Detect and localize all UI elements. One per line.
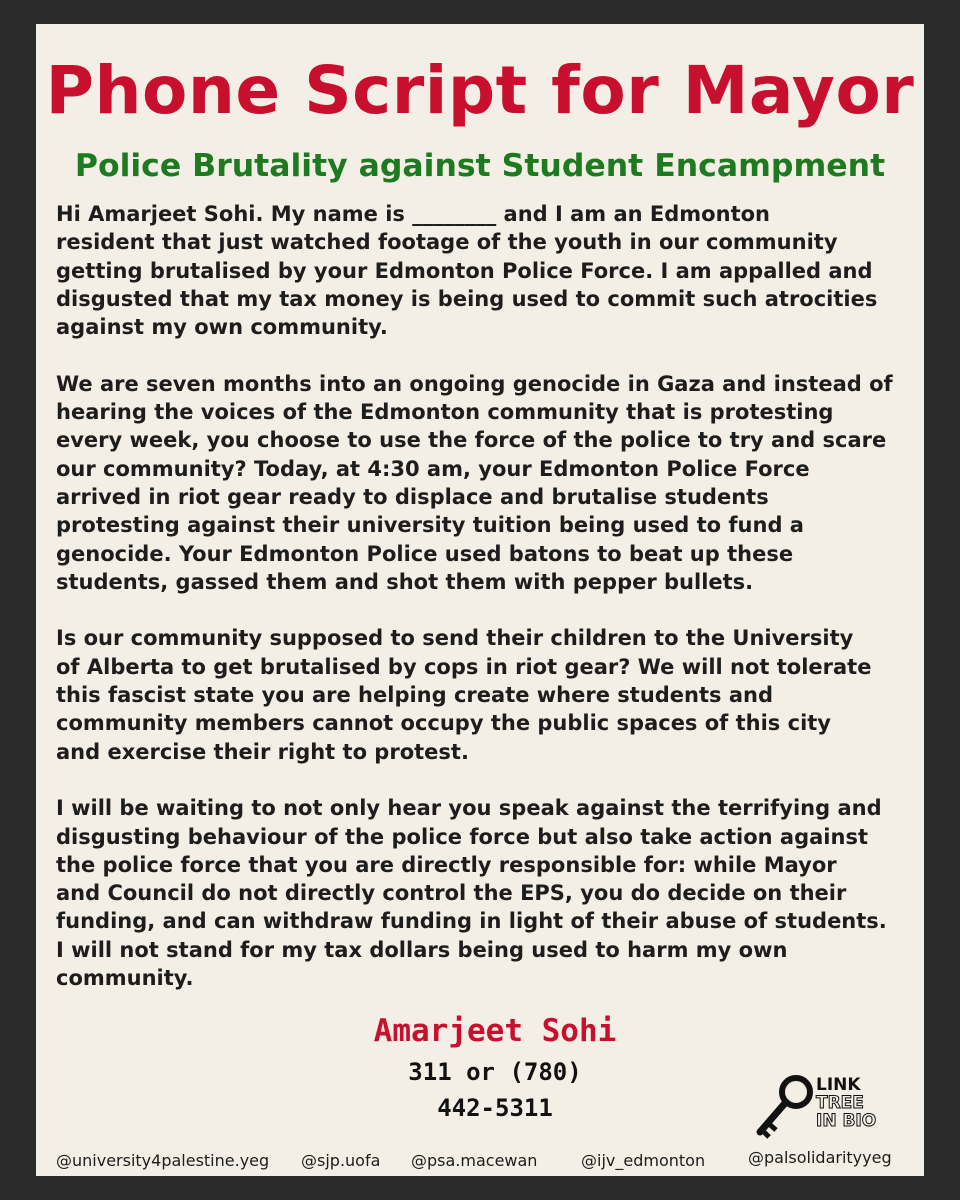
social-handle[interactable]: @sjp.uofa bbox=[301, 1151, 381, 1170]
social-handle[interactable]: @ijv_edmonton bbox=[581, 1151, 706, 1170]
page-title: Phone Script for Mayor bbox=[45, 52, 915, 129]
social-handle[interactable]: @psa.macewan bbox=[411, 1151, 538, 1170]
script-paragraph: Is our community supposed to send their children to the University of Alberta to get brutalised by cops in riot gear? We will not tolerate this fascist state you are helping create where students and community members cannot occupy the public spaces of this city and exercise their right to protest. bbox=[56, 626, 872, 764]
key-icon bbox=[752, 1072, 816, 1148]
linktree-badge bbox=[752, 1072, 902, 1152]
linktree-line: IN BIO bbox=[816, 1111, 877, 1131]
page-subtitle: Police Brutality against Student Encampment bbox=[74, 148, 886, 184]
social-handle[interactable]: @university4palestine.yeg bbox=[56, 1151, 270, 1170]
script-paragraph: Hi Amarjeet Sohi. My name is ________ and I am an Edmonton resident that just watched footage of the youth in our community getting brutalised by your Edmonton Police Force. I am appalled and disgusted that my tax money is being used to commit such atrocities against my own community. bbox=[56, 202, 878, 340]
contact-name: Amarjeet Sohi bbox=[373, 1013, 617, 1049]
contact-phone-line: 311 or (780) bbox=[408, 1058, 582, 1086]
script-body bbox=[56, 200, 912, 1021]
social-handle[interactable]: @palsolidarityyeg bbox=[748, 1148, 892, 1167]
script-paragraph: We are seven months into an ongoing genocide in Gaza and instead of hearing the voices of the Edmonton community that is protesting every week, you choose to use the force of the police to try and scare our community? Today, at 4:30 am, your Edmonton Police Force arrived in riot gear ready to displace and brutalise students protesting against their university tuition being used to fund a genocide. Your Edmonton Police used batons to beat up these students, gassed them and shot them with pepper bullets. bbox=[56, 371, 893, 594]
linktree-text bbox=[816, 1076, 876, 1130]
script-paragraph: I will be waiting to not only hear you speak against the terrifying and disgusting behaviour of the police force but also take action against the police force that you are directly responsible for: while Mayor and Council do not directly control the EPS, you do decide on their funding, and can withdraw funding in light of their abuse of students. I will not stand for my tax dollars being used to harm my own community. bbox=[56, 796, 887, 991]
contact-phone-line: 442-5311 bbox=[437, 1094, 553, 1122]
script-card bbox=[36, 24, 924, 1176]
linktree-line: TREE bbox=[816, 1093, 864, 1113]
linktree-line: LINK bbox=[816, 1075, 861, 1095]
